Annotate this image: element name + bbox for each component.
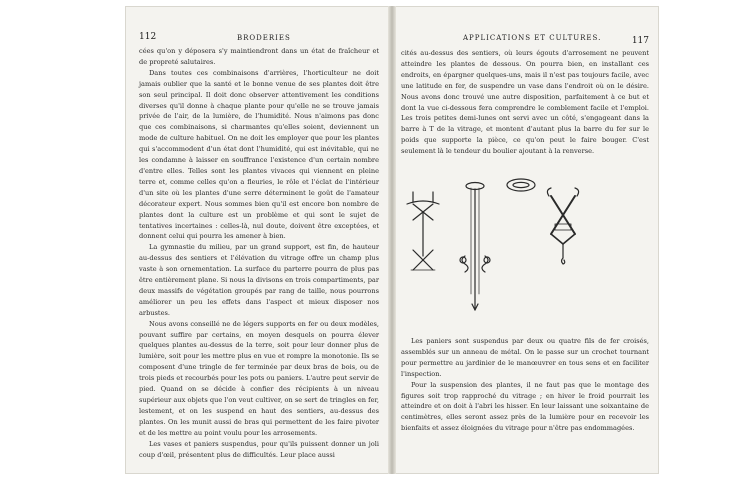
paragraph: Les paniers sont suspendus par deux ou quatre fils de fer croisés, assemblés sur un anneau de métal. On le passe sur un crochet tournant pour permettre au jardinier de le manœuvrer en tous sens et en faciliter l'inspection.: [401, 337, 649, 378]
ring-figure: [507, 179, 535, 191]
hook-figure-3: [547, 188, 578, 264]
book-spread: [125, 6, 659, 474]
left-page: [125, 6, 391, 474]
body-text: [139, 46, 379, 460]
paragraph: Dans toutes ces combinaisons d'arrières, l'horticulteur ne doit jamais oublier que la santé et le bonne venue de ses plantes doit être son seul principal. Il doit donc observer attentivement les conditions diverses qu'il donne à chaque plante pour qu'elle ne se trouve jamais privée de l'air, de la lumière, de l'humidité. Nous n'aimons pas donc que ces combinaisons, si charmantes qu'elles soient, deviennent un mode de culture habituel. On ne doit les employer que pour les plantes qui s'accommodent d'un état dont l'humidité, qui est inévitable, qui ne les condamne à laisser en souffrance l'existence d'un certain nombre d'entre elles. Telles sont les plantes vivaces qui viennent en pleine terre et, comme celles qu'on a fleuries, le rôle et l'éclat de l'intérieur d'un site où les plantes d'une serre déterminent le goût de l'amateur décorateur expert. Nous sommes bien qu'il est encore bon nombre de plantes dont la culture est un problème et qui sont le sujet de tentatives incertaines : celles-là, nul doute, doivent être exceptées, et donnent celui qui pourra les amener à bien.: [139, 68, 379, 241]
paragraph: Pour la suspension des plantes, il ne faut pas que le montage des figures soit trop rapproché du vitrage ; en hiver le froid pourrait les atteindre et on doit à l'abri les hisser. En leur laissant une soixantaine de centimètres, elles seront assez près de la lumière pour en recevoir les bienfaits et assez éloignées du vitrage pour n'être pas endommagées.: [401, 380, 649, 433]
page-number: 112: [139, 32, 157, 42]
running-head: BRODERIES: [237, 34, 291, 42]
body-text: [401, 336, 649, 434]
paragraph: cités au-dessus des sentiers, où leurs égouts d'arrosement ne peuvent atteindre les plantes de dessous. On pourra bien, en installant ces endroits, en épargner quelques-uns, mais il n'est pas toujours facile, avec une latitude en fer, de suspendre un vase dans l'endroit où on le désire. Nous avons donc trouvé une autre disposition, parfaitement à ce but et dont la vue ci-dessous fera comprendre le comblement facile et l'emploi. Les trois petites demi-lunes ont servi avec un côté, s'engageant dans la barre à T de la vitrage, et montent d'autant plus la barre du fer sur le poids que supporte la pièce, ce qu'on peut le faire bouger. C'est seulement là le tendeur du boulier ajoutant à la renverse.: [401, 49, 649, 156]
running-head: APPLICATIONS ET CULTURES.: [463, 34, 602, 42]
page-number: 117: [631, 36, 649, 46]
hook-figure-1: [407, 192, 439, 270]
paragraph: Les vases et paniers suspendus, pour qu'ils puissent donner un joli coup d'œil, présentent plus de difficultés. Leur place aussi: [139, 439, 379, 459]
engraving-figure: [399, 174, 651, 316]
paragraph: cées qu'on y déposera s'y maintiendront dans un état de fraîcheur et de propreté salutaires.: [139, 47, 379, 66]
hook-figure-2: [460, 183, 490, 311]
paragraph: La gymnastie du milieu, par un grand support, est fin, de hauteur au-dessus des sentiers et l'élévation du vitrage offre un champ plus vaste à son ornementation. La surface du parterre pourra de plus pas être entièrement plane. Si nous la divisons en trois compartiments, par deux massifs de végétation groupés par rang de taille, nous pourrons améliorer un peu les effets dans l'aspect et mieux disposer nos arbustes.: [139, 243, 379, 317]
right-page: [393, 6, 659, 474]
support-hooks-illustration: [399, 174, 651, 316]
body-text: [401, 48, 649, 157]
paragraph: Nous avons conseillé ne de légers supports en fer ou deux modèles, pouvant suffire par certains, en moyen desquels on pourra élever quelques plantes au-dessus de la terre, soit pour leur donner plus de lumière, soit pour les mettre plus en vue et rompre la monotonie. Ils se composent d'une tringle de fer terminée par deux bras de bois, ou de trois pieds et recourbés pour les pots ou paniers. L'autre peut servir de pied. Quand on se décide à confier des récipients à un niveau supérieur aux objets que l'on veut cultiver, on se sert de tringles en fer, lestement, et on les suspend en haut des sentiers, au-dessus des plantes. On les munit aussi de bras qui permettent de les faire pivoter et de les mettre au point voulu pour les arrosements.: [139, 319, 379, 437]
